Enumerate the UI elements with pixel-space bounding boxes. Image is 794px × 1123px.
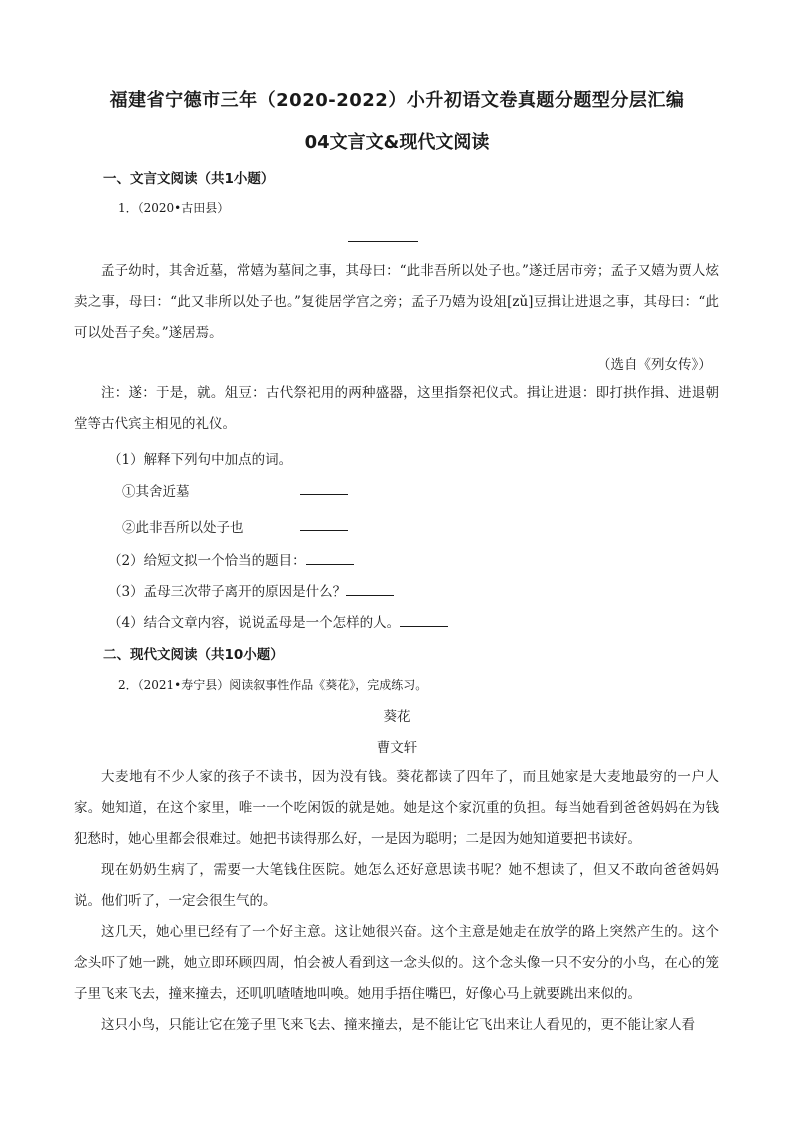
document-subtitle: 04文言文&现代文阅读 xyxy=(304,132,490,153)
answer-blank-3[interactable] xyxy=(346,581,394,596)
subquestion-2-text: （2）给短文拟一个恰当的题目： xyxy=(108,553,306,569)
document-title: 福建省宁德市三年（2020-2022）小升初语文卷真题分题型分层汇编 xyxy=(109,90,685,111)
question-2-intro: 2．（2021•寿宁县）阅读叙事性作品《葵花》，完成练习。 xyxy=(118,678,428,692)
story-paragraph-1: 大麦地有不少人家的孩子不读书，因为没有钱。葵花都读了四年了，而且她家是大麦地最穷的一户人家。她知道，在这个家里，唯一一个吃闲饭的就是她。她是这个家沉重的负担。每当她看到爸爸妈妈在为钱犯愁时，她心里都会很难过。她把书读得那么好，一是因为聪明；二是因为她知道要把书读好。 xyxy=(74,769,719,847)
subquestion-2 xyxy=(108,549,354,569)
subquestion-3-text: （3）孟母三次带子离开的原因是什么？ xyxy=(108,584,347,600)
story-title: 葵花 xyxy=(383,709,411,725)
answer-blank-1b[interactable] xyxy=(300,516,348,535)
subquestion-3 xyxy=(108,580,394,600)
passage-source-note: （选自《列女传》） xyxy=(597,357,712,373)
subquestion-1a: ①其舍近墓 xyxy=(122,484,190,500)
answer-blank-4[interactable] xyxy=(400,612,448,627)
question-1-source: 1．（2020•古田县） xyxy=(118,201,230,215)
title-answer-blank xyxy=(348,241,418,242)
subquestion-1: （1）解释下列句中加点的词。 xyxy=(108,452,293,468)
section-heading-classical: 一、文言文阅读（共1小题） xyxy=(103,171,275,187)
classical-passage: 孟子幼时，其舍近墓，常嬉为墓间之事，其母曰：“此非吾所以处子也。”遂迁居市旁；孟子又嬉为贾人炫卖之事，母曰：“此又非所以处子也。”复徙居学宫之旁；孟子乃嬉为设俎[zǔ]豆揖让进退之事，其母曰：“此可以处吾子矣。”遂居焉。 xyxy=(74,263,719,341)
story-paragraph-2: 现在奶奶生病了，需要一大笔钱住医院。她怎么还好意思读书呢？她不想读了，但又不敢向爸爸妈妈说。他们听了，一定会很生气的。 xyxy=(74,862,719,909)
subquestion-1b: ②此非吾所以处子也 xyxy=(122,520,244,536)
section-heading-modern: 二、现代文阅读（共10小题） xyxy=(103,647,284,663)
story-paragraph-4: 这只小鸟，只能让它在笼子里飞来飞去、撞来撞去，是不能让它飞出来让人看见的，更不能让家人看 xyxy=(101,1017,695,1033)
answer-blank-2[interactable] xyxy=(306,550,354,565)
story-paragraph-3: 这几天，她心里已经有了一个好主意。这让她很兴奋。这个主意是她走在放学的路上突然产生的。这个念头吓了她一跳，她立即环顾四周，怕会被人看到这一念头似的。这个念头像一只不安分的小鸟，在心的笼子里飞来飞去，撞来撞去，还叽叽喳喳地叫唤。她用手捂住嘴巴，好像心马上就要跳出来似的。 xyxy=(74,924,719,1002)
story-author: 曹文轩 xyxy=(376,740,418,756)
annotation-note: 注：遂：于是，就。俎豆：古代祭祀用的两种盛器，这里指祭祀仪式。揖让进退：即打拱作揖、进退朝堂等古代宾主相见的礼仪。 xyxy=(74,385,719,432)
answer-blank-1a[interactable] xyxy=(300,480,348,499)
subquestion-4 xyxy=(108,611,448,631)
subquestion-4-text: （4）结合文章内容，说说孟母是一个怎样的人。 xyxy=(108,615,401,631)
